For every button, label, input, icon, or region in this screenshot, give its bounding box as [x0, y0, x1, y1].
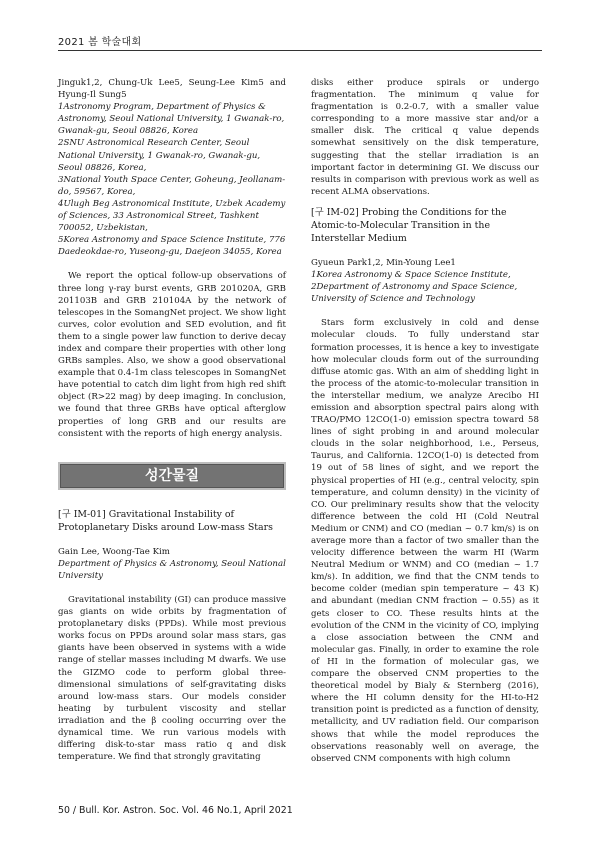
prev-abstract-body: We report the optical follow-up observations of three long γ-ray burst events, GRB 201020A, GRB 201103B and GRB 210104A by the network of telescopes in the SomangNet project. We show light curves, color evolution and SED evolution, and fit them to a single power law function to derive decay index and compare their properties with other long GRBs samples. Also, we show a good observational example that 0.4-1m class telescopes in SomangNet have potential to catch dim light from high red shift object (R>22 mag) by deep imaging. In conclusion, we found that three GRBs have optical afterglow properties of long GRB and our results are consistent with the reports of high energy analysis.: [58, 271, 286, 439]
prev-abstract-affiliation-3: 3National Youth Space Center, Goheung, Jeollanam-do, 59567, Korea,: [58, 174, 286, 197]
im01-title: [구 IM-01] Gravitational Instability of Protoplanetary Disks around Low-mass Stars: [58, 508, 273, 533]
prev-abstract-affiliation-1: 1Astronomy Program, Department of Physics & Astronomy, Seoul National University, 1 Gwanak-ro, Gwanak-gu, Seoul 08826, Korea: [58, 102, 285, 137]
im02-affiliation-1: 1Korea Astronomy & Space Science Institute,: [311, 270, 511, 281]
im02-authors: Gyueun Park1,2, Min-Young Lee1: [311, 257, 456, 268]
running-header: 2021 봄 학술대회: [58, 37, 142, 48]
page-footer: 50 / Bull. Kor. Astron. Soc. Vol. 46 No.1, April 2021: [58, 805, 293, 816]
prev-abstract-authors: Jinguk1,2, Chung-Uk Lee5, Seung-Lee Kim5 and Hyung-Il Sung5: [58, 78, 286, 101]
header-rule: [58, 50, 542, 51]
prev-abstract-affiliation-5: 5Korea Astronomy and Space Science Institute, 776 Daedeokdae-ro, Yuseong-gu, Daejeon 34055, Korea: [58, 235, 286, 258]
prev-abstract-affiliation-2: 2SNU Astronomical Research Center, Seoul National University, 1 Gwanak-ro, Gwanak-gu, Seoul 08826, Korea,: [58, 138, 261, 173]
prev-abstract-affiliation-4: 4Ulugh Beg Astronomical Institute, Uzbek Academy of Sciences, 33 Astronomical Street, Tashkent 700052, Uzbekistan,: [58, 198, 286, 234]
section-heading: 성간물질: [60, 464, 284, 488]
left-column: [58, 77, 286, 763]
im01-abstract-continued: disks either produce spirals or undergo fragmentation. The minimum q value for fragmentation is 0.2-0.7, with a smaller value corresponding to a more massive star and/or a smaller disk. The critical q value depends somewhat sensitively on the disk temperature, suggesting that the stellar irradiation is an important factor in determining GI. We discuss our results in comparison with previous work as well as recent ALMA observations.: [311, 78, 539, 197]
right-column: [311, 77, 539, 765]
im02-affiliation-2: 2Department of Astronomy and Space Science, University of Science and Technology: [311, 282, 518, 305]
im01-authors: Gain Lee, Woong-Tae Kim: [58, 546, 170, 557]
im02-title: [구 IM-02] Probing the Conditions for the Atomic-to-Molecular Transition in the Interstellar Medium: [311, 206, 507, 244]
im01-abstract: Gravitational instability (GI) can produce massive gas giants on wide orbits by fragmentation of protoplanetary disks (PPDs). While most previous works focus on PPDs around solar mass stars, gas giants have been observed in systems with a wide range of stellar masses including M dwarfs. We use the GIZMO code to perform global three-dimensional simulations of self-gravitating disks around low-mass stars. Our models consider heating by turbulent viscosity and stellar irradiation and the β cooling occurring over the dynamical time. We run various models with differing disk-to-star mass ratio q and disk temperature. We find that strongly gravitating: [58, 595, 286, 763]
im01-affiliation: Department of Physics & Astronomy, Seoul National University: [58, 558, 286, 581]
im02-abstract: Stars form exclusively in cold and dense molecular clouds. To fully understand star formation processes, it is hence a key to investigate how molecular clouds form out of the surrounding diffuse atomic gas. With an aim of shedding light in the process of the atomic-to-molecular transition in the interstellar medium, we analyze Arecibo HI emission and absorption spectral pairs along with TRAO/PMO 12CO(1-0) emission spectra toward 58 lines of sight probing in and around molecular clouds in the solar neighborhood, i.e., Perseus, Taurus, and California. 12CO(1-0) is detected from 19 out of 58 lines of sight, and we report the physical properties of HI (e.g., central velocity, spin temperature, and column density) in the vicinity of CO. Our preliminary results show that the velocity difference between the cold HI (Cold Neutral Medium or CNM) and CO (median ~ 0.7 km/s) is on average more than a factor of two smaller than the velocity difference between the warm HI (Warm Neutral Medium or WNM) and CO (median ~ 1.7 km/s). In addition, we find that the CNM tends to become colder (median spin temperature ~ 43 K) and abundant (median CNM fraction ~ 0.55) as it gets closer to CO. These results hints at the evolution of the CNM in the vicinity of CO, implying a close association between the CNM and molecular gas. Finally, in order to examine the role of HI in the formation of molecular gas, we compare the observed CNM properties to the theoretical model by Bialy & Sternberg (2016), where the HI column density for the HI-to-H2 transition point is predicted as a function of density, metallicity, and UV radiation field. Our comparison shows that while the model reproduces the observations reasonably well on average, the observed CNM components with high column: [311, 318, 539, 764]
